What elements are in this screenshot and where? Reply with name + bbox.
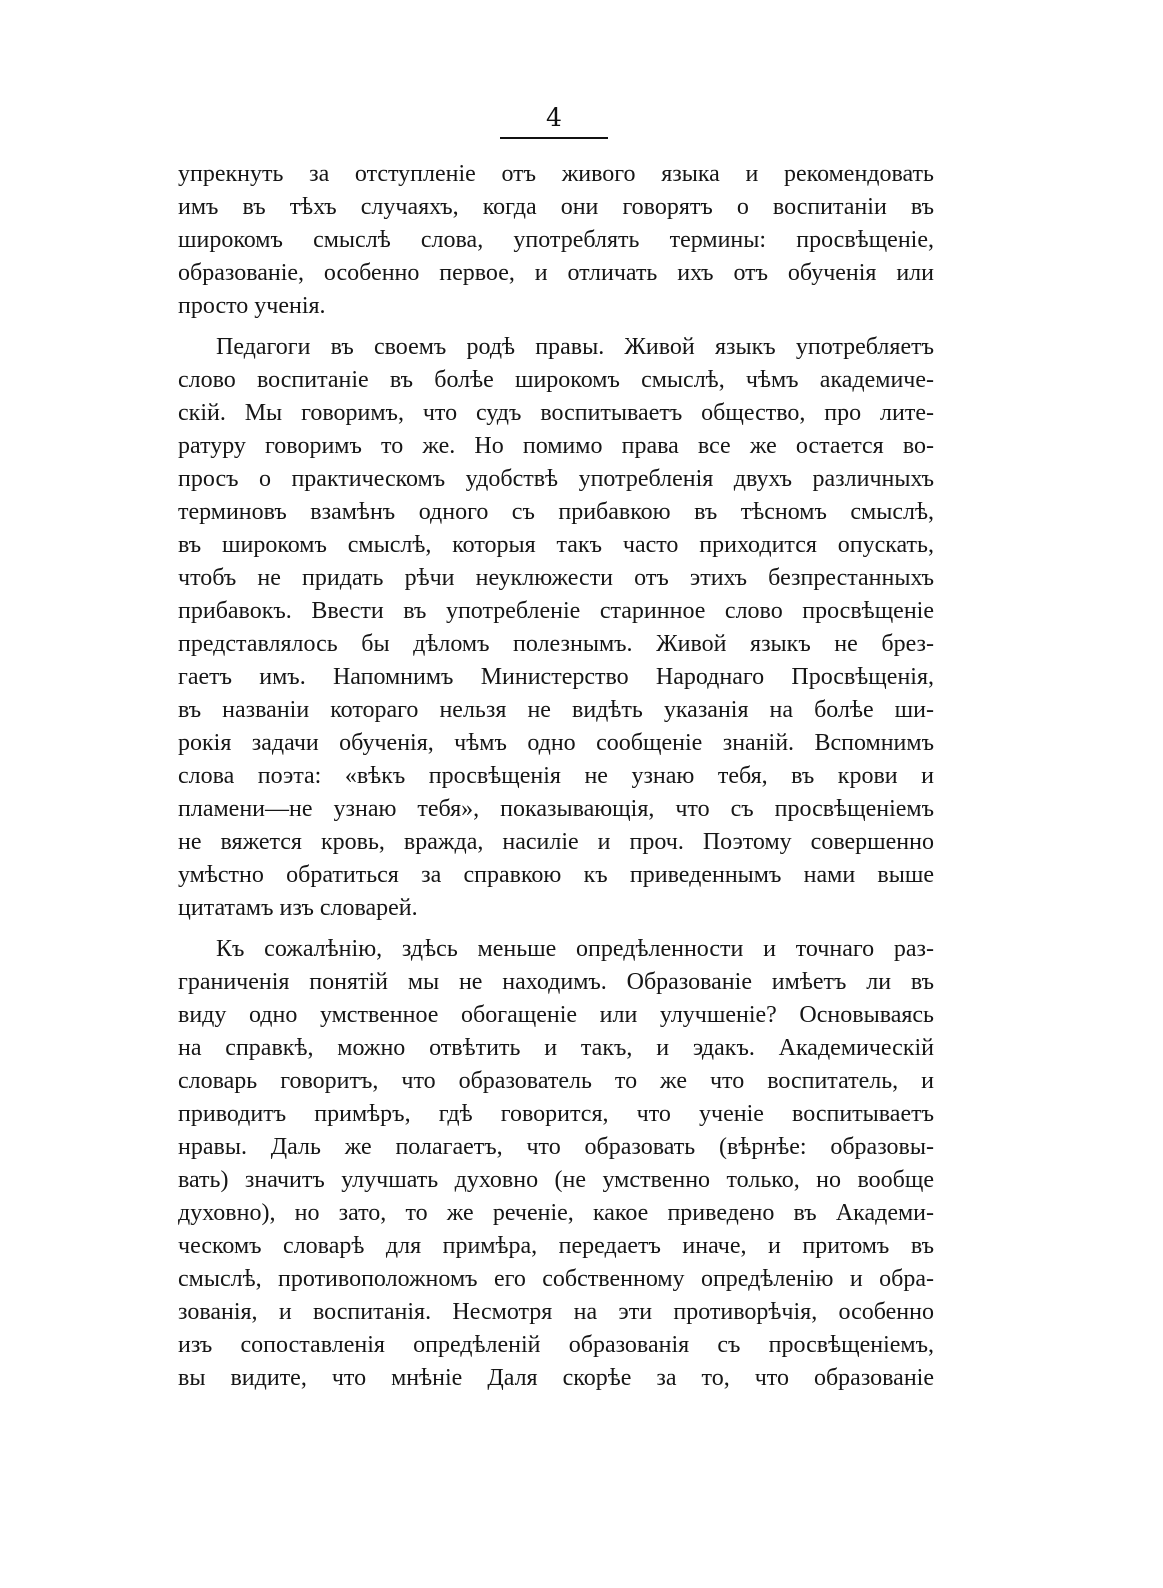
- text-line: умѣстно обратиться за справкою къ приведеннымъ нами выше: [178, 862, 934, 888]
- text-line: широкомъ смыслѣ слова, употреблять термины: просвѣщеніе,: [178, 227, 934, 253]
- page-number-header: [500, 104, 608, 132]
- text-line: просто ученія.: [178, 293, 326, 319]
- text-line: скій. Мы говоримъ, что судъ воспитываетъ общество, про лите-: [178, 400, 934, 426]
- text-line: ческомъ словарѣ для примѣра, передаетъ иначе, и притомъ въ: [178, 1233, 934, 1259]
- body-text: [178, 158, 934, 1395]
- paragraph-1: [178, 158, 934, 323]
- text-line: упрекнуть за отступленіе отъ живого языка и рекомендовать: [178, 161, 934, 187]
- text-line: прибавокъ. Ввести въ употребленіе старинное слово просвѣщеніе: [178, 598, 934, 624]
- text-line: граниченія понятій мы не находимъ. Образованіе имѣетъ ли въ: [178, 969, 934, 995]
- header-rule: [500, 137, 608, 139]
- text-line: терминовъ взамѣнъ одного съ прибавкою въ тѣсномъ смыслѣ,: [178, 499, 934, 525]
- text-line: образованіе, особенно первое, и отличать ихъ отъ обученія или: [178, 260, 934, 286]
- text-line: цитатамъ изъ словарей.: [178, 895, 418, 921]
- text-line: имъ въ тѣхъ случаяхъ, когда они говорятъ о воспитаніи въ: [178, 194, 934, 220]
- text-line: просъ о практическомъ удобствѣ употребленія двухъ различныхъ: [178, 466, 934, 492]
- text-line: смыслѣ, противоположномъ его собственному опредѣленію и обра-: [178, 1266, 934, 1292]
- text-line: пламени—не узнаю тебя», показывающія, что съ просвѣщеніемъ: [178, 796, 934, 822]
- text-line: на справкѣ, можно отвѣтить и такъ, и эдакъ. Академическій: [178, 1035, 934, 1061]
- text-line: рокія задачи обученія, чѣмъ одно сообщеніе знаній. Вспомнимъ: [178, 730, 934, 756]
- text-line: виду одно умственное обогащеніе или улучшеніе? Основываясь: [178, 1002, 934, 1028]
- text-line: въ широкомъ смыслѣ, которыя такъ часто приходится опускать,: [178, 532, 934, 558]
- text-line: чтобъ не придать рѣчи неуклюжести отъ этихъ безпрестанныхъ: [178, 565, 934, 591]
- page-number: 4: [546, 103, 562, 132]
- text-line: ратуру говоримъ то же. Но помимо права все же остается во-: [178, 433, 934, 459]
- text-line: въ названіи котораго нельзя не видѣть указанія на болѣе ши-: [178, 697, 934, 723]
- text-line: приводитъ примѣръ, гдѣ говорится, что ученіе воспитываетъ: [178, 1101, 934, 1127]
- text-line: не вяжется кровь, вражда, насиліе и проч. Поэтому совершенно: [178, 829, 934, 855]
- text-line: слово воспитаніе въ болѣе широкомъ смыслѣ, чѣмъ академиче-: [178, 367, 934, 393]
- text-line: изъ сопоставленія опредѣленій образованія съ просвѣщеніемъ,: [178, 1332, 934, 1358]
- paragraph-2: [178, 331, 934, 925]
- text-line: нравы. Даль же полагаетъ, что образовать (вѣрнѣе: образовы-: [178, 1134, 934, 1160]
- text-line: духовно), но зато, то же реченіе, какое приведено въ Академи-: [178, 1200, 934, 1226]
- text-line: вы видите, что мнѣніе Даля скорѣе за то, что образованіе: [178, 1365, 934, 1391]
- text-line: представлялось бы дѣломъ полезнымъ. Живой языкъ не брез-: [178, 631, 934, 657]
- text-line: Педагоги въ своемъ родѣ правы. Живой языкъ употребляетъ: [216, 334, 934, 360]
- text-line: словарь говоритъ, что образователь то же что воспитатель, и: [178, 1068, 934, 1094]
- paragraph-3: [178, 933, 934, 1395]
- text-line: Къ сожалѣнію, здѣсь меньше опредѣленности и точнаго раз-: [216, 936, 934, 962]
- text-line: вать) значитъ улучшать духовно (не умственно только, но вообще: [178, 1167, 934, 1193]
- text-line: гаетъ имъ. Напомнимъ Министерство Народнаго Просвѣщенія,: [178, 664, 934, 690]
- text-line: зованія, и воспитанія. Несмотря на эти противорѣчія, особенно: [178, 1299, 934, 1325]
- text-line: слова поэта: «вѣкъ просвѣщенія не узнаю тебя, въ крови и: [178, 763, 934, 789]
